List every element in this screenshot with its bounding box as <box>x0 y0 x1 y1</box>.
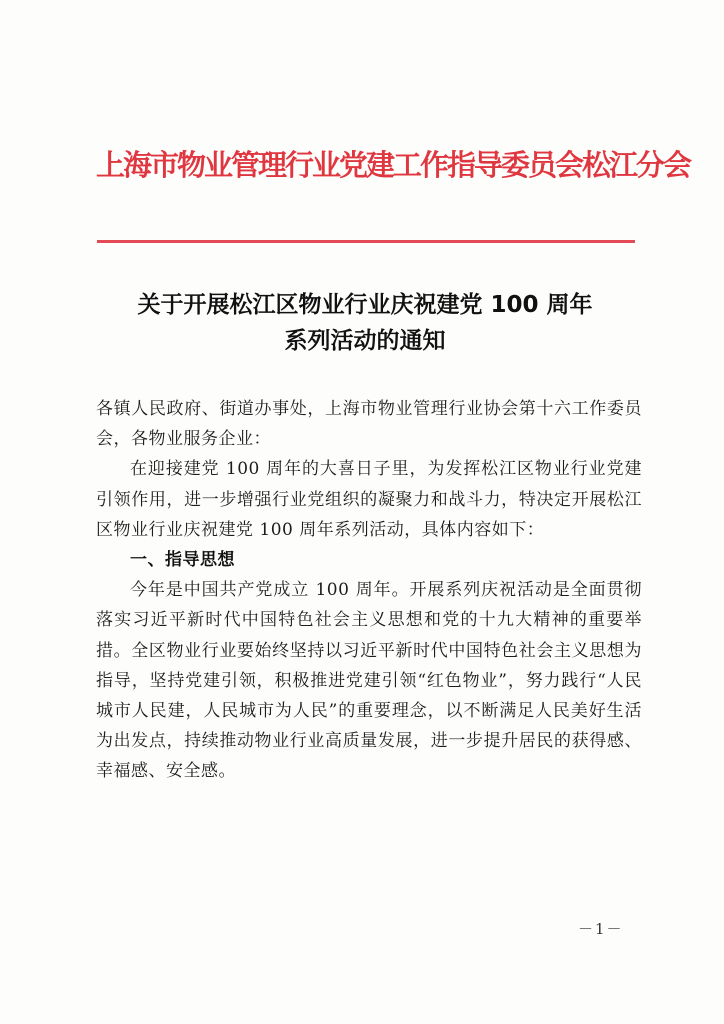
document-title-line-1: 关于开展松江区物业行业庆祝建党 100 周年 <box>137 292 593 318</box>
red-divider-line <box>97 240 635 243</box>
document-title <box>80 287 650 359</box>
page-number: －1－ <box>578 920 624 938</box>
section-paragraph-guiding-ideology: 今年是中国共产党成立 100 周年。开展系列庆祝活动是全面贯彻落实习近平新时代中国特色社会主义思想和党的十九大精神的重要举措。全区物业行业要始终坚持以习近平新时代中国特色社会主义思想为指导，坚持党建引领，积极推进党建引领“红色物业”，努力践行“人民城市人民建，人民城市为人民”的重要理念，以不断满足人民美好生活为出发点，持续推动物业行业高质量发展，进一步提升居民的获得感、幸福感、安全感。 <box>96 580 642 782</box>
salutation: 各镇人民政府、街道办事处，上海市物业管理行业协会第十六工作委员会，各物业服务企业： <box>96 399 642 450</box>
document-title-line-2: 系列活动的通知 <box>284 328 446 354</box>
document-body <box>96 394 642 787</box>
issuer-header: 上海市物业管理行业党建工作指导委员会松江分会 <box>96 148 691 182</box>
section-heading-guiding-ideology: 一、指导思想 <box>130 550 235 571</box>
intro-paragraph: 在迎接建党 100 周年的大喜日子里，为发挥松江区物业行业党建引领作用，进一步增强行业党组织的凝聚力和战斗力，特决定开展松江区物业行业庆祝建党 100 周年系列活动，具体内容如下： <box>96 459 642 540</box>
